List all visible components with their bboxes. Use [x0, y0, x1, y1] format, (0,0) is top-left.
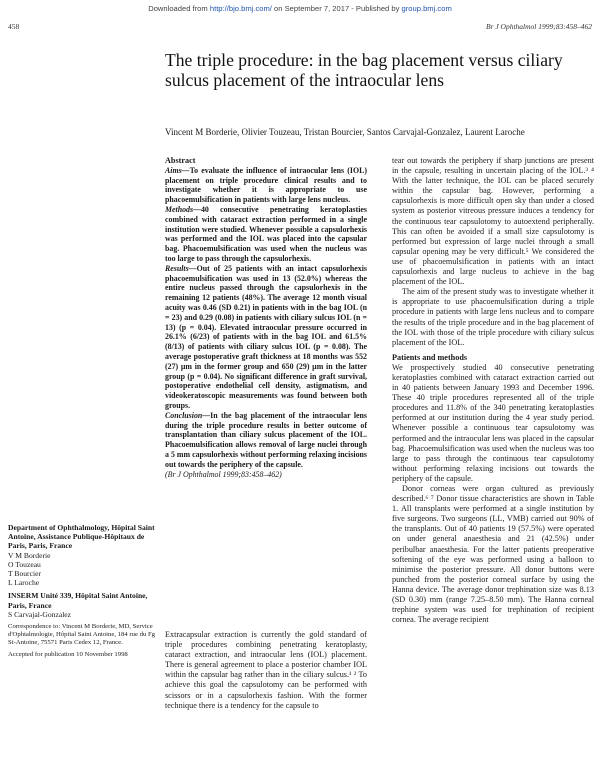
body-paragraph: Donor corneas were organ cultured as previously described.⁶ ⁷ Donor tissue characteristics are shown in Table 1. All transplants were performed at a single institution by five surgeons. Two surgeons (LL, VMB) carried out 90% of the transplants. Out of 40 patients 19 (57.5%) were operated on under general anaesthesia and 21 (42.5%) under peribulbar anaesthesia. For the latter patients preoperative softening of the eye was performed using a balloon to minimise the posterior pressure. All donor buttons were punched from the posterior corneal surface by using the Hanna device. The average donor trephination size was 8.13 (SD 0.30) mm (range 7.25–8.50 mm). The Hanna corneal trephine system was used for trephination of recipient cornea. The average recipient — [392, 484, 594, 625]
right-column — [392, 156, 594, 625]
correspondence: Correspondence to: Vincent M Borderie, MD, Service d'Ophtalmologie, Hôpital Saint Antoine, 184 rue du Fg St-Antoine, 75571 Paris Cedex 12, France. — [8, 623, 156, 647]
body-paragraph: The aim of the present study was to investigate whether it is appropriate to use phacoemulsification during a triple procedure in patients with large lens nucleus and to compare the results of the triple procedure and in the bag placement of the IOL with those of the triple procedure with ciliary sulcus placement of the IOL. — [392, 287, 594, 347]
affiliation-1-name: L Laroche — [8, 578, 40, 588]
abstract-heading: Abstract — [165, 156, 196, 165]
affiliation-1-name: V M Borderie — [8, 550, 51, 560]
abstract-aims: Aims—To evaluate the influence of intraocular lens (IOL) placement on triple procedure clinical results and to investigate whether it is appropriate to use phacoemulsification in patients with large lens nucleus. — [165, 165, 367, 205]
journal-link[interactable]: http://bjo.bmj.com/ — [209, 4, 272, 13]
affiliations-sidebar — [8, 523, 158, 659]
affiliation-2-name: S Carvajal-Gonzalez — [8, 609, 72, 619]
introduction-text: Extracapsular extraction is currently the gold standard of triple procedures combining penetrating keratoplasty, cataract extraction, and intraocular lens (IOL) placement. There is general agreement to place a posterior chamber IOL within the capsular bag rather than in the ciliary sulcus.¹ ² To achieve this goal the capsulotomy can be performed with scissors or in a capsulorhexis fashion. With the former technique there is a tendency for the capsule to — [165, 630, 367, 710]
journal-reference: Br J Ophthalmol 1999;83:458–462 — [485, 22, 592, 31]
author-list: Vincent M Borderie, Olivier Touzeau, Tristan Bourcier, Santos Carvajal-Gonzalez, Laurent Laroche — [165, 127, 525, 137]
publisher-link[interactable]: group.bmj.com — [401, 4, 452, 13]
accepted-date: Accepted for publication 10 November 1998 — [8, 651, 128, 659]
body-paragraph: tear out towards the periphery if sharp junctions are present in the capsule, resulting in uncertain placing of the IOL.³ ⁴ With the latter technique, the IOL can be placed securely within the capsular bag. However, performing a capsulorhexis is more difficult open sky than under a closed system as posterior vitreous pressure induces a tendency for the continuous tear capsulotomy to autoextend peripherally. This can often be avoided if a small size capsulotomy is performed but expression of large nuclei through a small capsular opening may be very difficult.⁵ We considered the use of phacoemulsification in patients with an intact capsulorhexis and large nucleus to achieve in the bag placement of the IOL. — [392, 156, 594, 287]
download-bar: Downloaded from http://bjo.bmj.com/ on September 7, 2017 - Published by group.bmj.com — [148, 4, 452, 13]
abstract — [165, 156, 367, 479]
section-heading: Patients and methods — [392, 352, 468, 362]
abstract-conclusion: Conclusion—In the bag placement of the intraocular lens during the triple procedure results in better outcome of transplantation than ciliary sulcus placement of the IOL. Phacoemulsification allows removal of large nuclei through a 5 mm capsulorhexis without performing relaxing incisions out towards the periphery of the capsule. — [165, 410, 367, 469]
article-title: The triple procedure: in the bag placement versus ciliary sulcus placement of the intraocular lens — [165, 50, 563, 90]
page-number: 458 — [8, 22, 20, 31]
affiliation-2: INSERM Unité 339, Hôpital Saint Antoine, Paris, France — [8, 591, 148, 610]
affiliation-1-name: O Touzeau — [8, 559, 41, 569]
abstract-methods: Methods—40 consecutive penetrating keratoplasties combined with cataract extraction performed in a single institution were studied. Whenever possible a capsulorhexis was performed and the IOL was placed into the capsular bag. Phacoemulsification was used when the nucleus was too large to pass through the capsulorhexis. — [165, 204, 367, 263]
abstract-results: Results—Out of 25 patients with an intact capsulorhexis phacoemulsification was used in 13 (52.0%) whereas the entire nucleus passed through the capsulorhexis in the remaining 12 patients (48%). The average 12 month visual acuity was 0.46 (SD 0.21) in patients with in the bag IOL (n = 23) and 0.29 (0.08) in patients with ciliary sulcus IOL (n = 13) (p = 0.04). Elevated intraocular pressure occurred in 26.1% (6/23) of patients with in the bag IOL and 61.5% (8/13) of patients with ciliary sulcus IOL (p = 0.08). The average postoperative graft thickness at 18 months was 552 (27) µm in the former group and 650 (29) µm in the latter group (p = 0.04). No significant difference in graft survival, postoperative endothelial cell density, astigmatism, and videokeratoscopic measurements was found between both groups. — [165, 263, 367, 410]
abstract-citation: (Br J Ophthalmol 1999;83:458–462) — [165, 469, 282, 479]
affiliation-1-name: T Bourcier — [8, 569, 41, 579]
body-paragraph: We prospectively studied 40 consecutive penetrating keratoplasties combined with cataract extraction carried out in 40 patients between January 1993 and December 1996. These 40 triple procedures represented all of the triple procedures and 11.8% of the 340 penetrating keratoplasties performed at our institution during the 4 year study period. Whenever possible a continuous tear capsulotomy was performed and the intraocular lens was placed in the capsular bag. Phacoemulsification was used when the nucleus was too large to pass through the continuous tear capsulotomy without performing relaxing incisions out towards the periphery of the capsule. — [392, 362, 594, 483]
affiliation-1: Department of Ophthalmology, Hôpital Saint Antoine, Assistance Publique-Hôpitaux de Paris, Paris, France — [8, 523, 155, 551]
